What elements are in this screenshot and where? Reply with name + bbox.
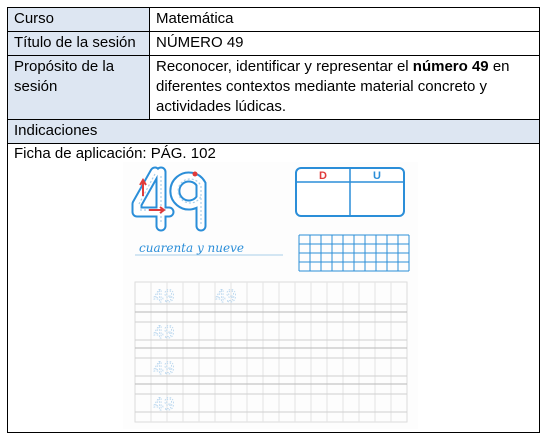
trace-number-row-1b: 49 <box>215 287 237 307</box>
row-value-proposito <box>150 56 540 120</box>
table-row <box>8 120 540 144</box>
document <box>7 7 540 433</box>
row-label-titulo: Título de la sesión <box>8 32 150 56</box>
purpose-text-start: Reconocer, identificar y representar el <box>156 58 413 75</box>
worksheet-caption: Ficha de aplicación: PÁG. 102 <box>14 145 216 162</box>
place-value-tens-label: D <box>319 170 327 182</box>
number-word: cuarenta y nueve <box>139 241 244 255</box>
worksheet-drawing <box>123 162 418 429</box>
writing-practice-area <box>135 282 407 422</box>
table-row <box>8 32 540 56</box>
place-value-units-label: U <box>373 170 381 182</box>
traced-number-graphic <box>137 172 201 227</box>
trace-number-row-3: 49 <box>153 359 175 379</box>
purpose-text-end: en diferentes contextos mediante material concreto y actividades lúdicas. <box>156 58 510 115</box>
section-heading-indicaciones: Indicaciones <box>8 120 540 144</box>
worksheet-image <box>123 162 418 429</box>
row-label-proposito: Propósito de la sesión <box>8 56 150 120</box>
purpose-text-bold: número 49 <box>412 58 489 75</box>
trace-number-row-2: 49 <box>153 323 175 343</box>
row-value-curso: Matemática <box>150 8 540 32</box>
row-value-titulo: NÚMERO 49 <box>150 32 540 56</box>
table-row <box>8 56 540 120</box>
counting-grid <box>299 235 409 271</box>
place-value-box <box>296 168 404 216</box>
worksheet-cell <box>7 144 540 433</box>
trace-number-row-4: 49 <box>153 395 175 415</box>
session-info-table <box>7 7 540 144</box>
trace-number-row-1a: 49 <box>153 287 175 307</box>
row-label-curso: Curso <box>8 8 150 32</box>
table-row <box>8 8 540 32</box>
